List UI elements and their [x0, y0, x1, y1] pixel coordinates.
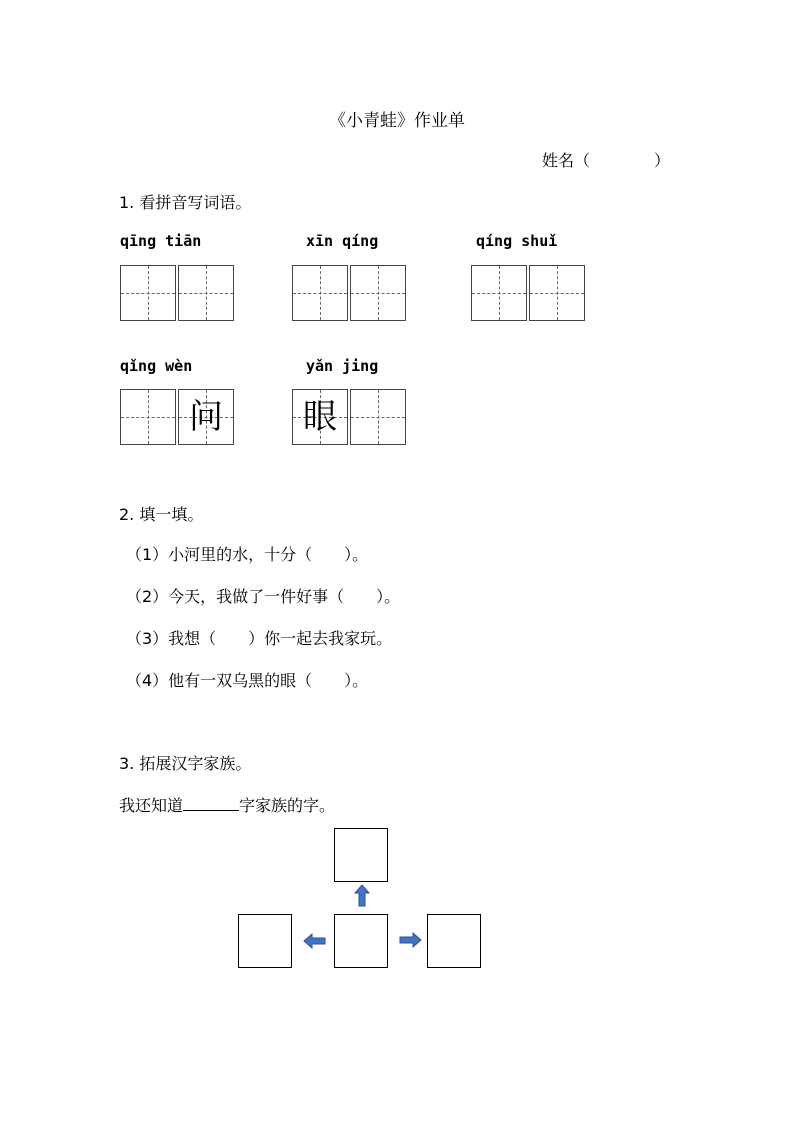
family-blank[interactable]	[183, 809, 239, 811]
writing-grid-box[interactable]	[350, 389, 406, 445]
pinyin-label: qīng tiān	[120, 232, 202, 250]
family-box-top[interactable]	[334, 828, 388, 882]
family-sentence	[119, 793, 335, 816]
grid-char: 问	[189, 397, 223, 437]
writing-grid-box[interactable]	[529, 265, 585, 321]
grid-char	[121, 266, 175, 320]
family-box-left[interactable]	[238, 914, 292, 968]
writing-grid-box[interactable]	[350, 265, 406, 321]
section-3-heading: 3. 拓展汉字家族。	[119, 754, 252, 773]
grid-char	[530, 266, 584, 320]
writing-grid-box[interactable]	[292, 389, 348, 445]
family-box-center[interactable]	[334, 914, 388, 968]
section-1-heading: 1. 看拼音写词语。	[119, 193, 252, 212]
family-sentence-suffix: 字家族的字。	[239, 796, 336, 815]
arrow-up-icon	[354, 884, 370, 908]
pinyin-label: yǎn jing	[306, 357, 379, 375]
writing-grid-box[interactable]	[292, 265, 348, 321]
pinyin-label: qǐng wèn	[120, 357, 193, 375]
grid-char: 眼	[303, 397, 337, 437]
fill-in-item[interactable]: （2）今天，我做了一件好事（ ）。	[126, 587, 401, 606]
fill-in-item[interactable]: （4）他有一双乌黑的眼（ ）。	[126, 671, 369, 690]
writing-grid-box[interactable]	[471, 265, 527, 321]
arrow-left-icon	[303, 933, 327, 949]
fill-in-item[interactable]: （3）我想（ ）你一起去我家玩。	[126, 629, 393, 648]
grid-char	[293, 266, 347, 320]
name-field[interactable]: 姓名（ ）	[542, 151, 671, 170]
pinyin-label: xīn qíng	[306, 232, 379, 250]
writing-grid-box[interactable]	[120, 389, 176, 445]
grid-char	[472, 266, 526, 320]
grid-char	[351, 266, 405, 320]
writing-grid-box[interactable]	[178, 389, 234, 445]
pinyin-label: qíng shuǐ	[476, 232, 558, 250]
arrow-right-icon	[398, 932, 422, 948]
grid-char	[351, 390, 405, 444]
section-2-heading: 2. 填一填。	[119, 505, 204, 524]
fill-in-item[interactable]: （1）小河里的水，十分（ ）。	[126, 545, 369, 564]
grid-char	[121, 390, 175, 444]
writing-grid-box[interactable]	[120, 265, 176, 321]
family-box-right[interactable]	[427, 914, 481, 968]
writing-grid-box[interactable]	[178, 265, 234, 321]
page-title: 《小青蛙》作业单	[329, 111, 465, 131]
grid-char	[179, 266, 233, 320]
family-sentence-prefix: 我还知道	[119, 796, 184, 815]
